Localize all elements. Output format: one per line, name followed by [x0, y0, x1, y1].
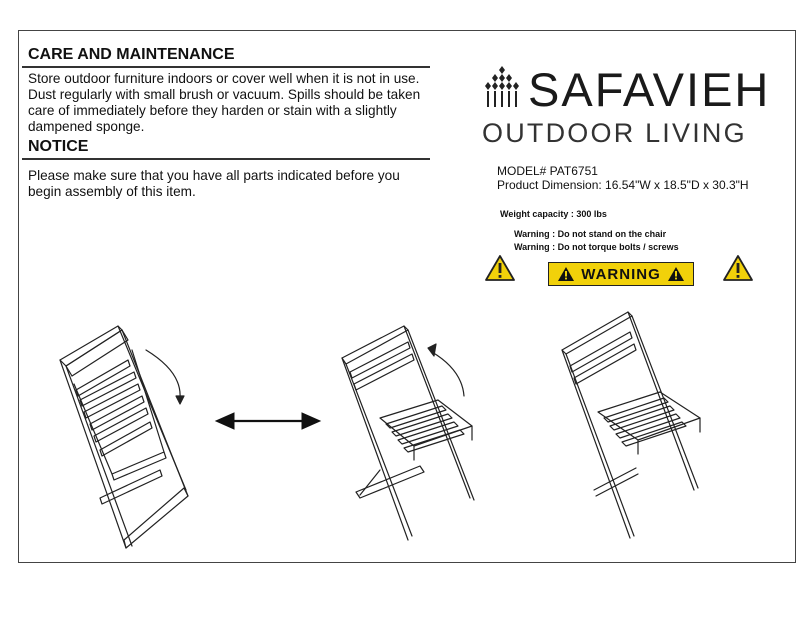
open-chair-icon — [562, 312, 700, 538]
double-arrow-icon — [216, 413, 320, 429]
folded-chair-icon — [60, 326, 188, 548]
brand-name: SAFAVIEH — [528, 63, 771, 116]
notice-heading: NOTICE — [28, 138, 89, 155]
product-dimension: Product Dimension: 16.54"W x 18.5"D x 30.3"H — [497, 178, 749, 192]
unfolding-chair-icon — [342, 326, 474, 540]
care-heading: CARE AND MAINTENANCE — [28, 46, 235, 63]
brand-subtitle: OUTDOOR LIVING — [482, 118, 747, 148]
warning-stand: Warning : Do not stand on the chair — [514, 229, 667, 239]
care-text: Store outdoor furniture indoors or cover well when it is not in use. Dust regularly with small brush or vacuum. Spills should be taken care of immediately before they harden or stain with a slightly dampened sponge. — [28, 71, 421, 134]
warning-label: WARNING — [581, 265, 661, 283]
weight-capacity: Weight capacity : 300 lbs — [500, 209, 607, 219]
notice-text: Please make sure that you have all parts indicated before you begin assembly of this item. — [28, 168, 400, 199]
warning-torque: Warning : Do not torque bolts / screws — [514, 242, 679, 252]
model-number: MODEL# PAT6751 — [497, 164, 598, 178]
